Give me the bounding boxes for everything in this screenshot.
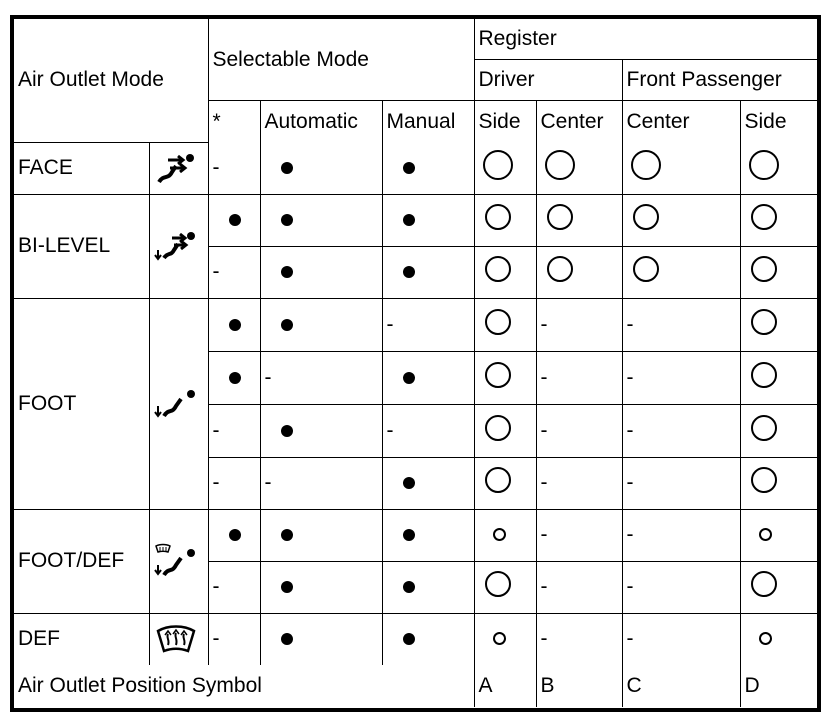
foot-vent-icon bbox=[154, 386, 198, 422]
mode-symbol bbox=[149, 613, 208, 665]
manual-mode-cell bbox=[382, 246, 474, 298]
driver-center-cell bbox=[536, 142, 622, 194]
small-airflow-circle-icon bbox=[493, 632, 506, 645]
driver-side-cell bbox=[474, 194, 536, 246]
table-row bbox=[14, 142, 817, 194]
selected-dot-icon bbox=[281, 633, 293, 645]
driver-center-cell: - bbox=[536, 509, 622, 561]
passenger-center-cell: - bbox=[622, 613, 740, 665]
passenger-center-cell bbox=[622, 142, 740, 194]
medium-airflow-circle-icon bbox=[485, 571, 511, 597]
selected-dot-icon bbox=[229, 214, 241, 226]
small-airflow-circle-icon bbox=[493, 528, 506, 541]
air-outlet-mode-table bbox=[14, 19, 817, 707]
manual-mode-cell bbox=[382, 509, 474, 561]
automatic-mode-cell bbox=[260, 298, 382, 351]
medium-airflow-circle-icon bbox=[751, 415, 777, 441]
manual-mode-cell bbox=[382, 561, 474, 613]
star-mode-cell: - bbox=[208, 561, 260, 613]
air-outlet-mode-header: Air Outlet Mode bbox=[14, 19, 208, 142]
passenger-center-cell: - bbox=[622, 298, 740, 351]
selectable-mode-header: Selectable Mode bbox=[208, 19, 474, 101]
large-airflow-circle-icon bbox=[749, 150, 779, 180]
passenger-side-cell bbox=[740, 457, 817, 509]
driver-side-cell bbox=[474, 246, 536, 298]
medium-airflow-circle-icon bbox=[547, 204, 573, 230]
selected-dot-icon bbox=[403, 529, 415, 541]
automatic-mode-cell bbox=[260, 613, 382, 665]
medium-airflow-circle-icon bbox=[485, 309, 511, 335]
passenger-side-cell bbox=[740, 561, 817, 613]
star-mode-cell bbox=[208, 298, 260, 351]
automatic-mode-cell bbox=[260, 561, 382, 613]
selected-dot-icon bbox=[281, 214, 293, 226]
small-airflow-circle-icon bbox=[759, 528, 772, 541]
medium-airflow-circle-icon bbox=[485, 362, 511, 388]
medium-airflow-circle-icon bbox=[485, 467, 511, 493]
manual-mode-cell bbox=[382, 613, 474, 665]
automatic-mode-cell: - bbox=[260, 457, 382, 509]
automatic-mode-cell: - bbox=[260, 351, 382, 404]
manual-mode-cell bbox=[382, 142, 474, 194]
driver-center-column-header: Center bbox=[536, 101, 622, 143]
selected-dot-icon bbox=[229, 372, 241, 384]
passenger-side-cell bbox=[740, 246, 817, 298]
passenger-center-cell bbox=[622, 246, 740, 298]
driver-side-cell bbox=[474, 613, 536, 665]
table-row bbox=[14, 298, 817, 351]
passenger-center-cell: - bbox=[622, 457, 740, 509]
manual-mode-cell bbox=[382, 351, 474, 404]
passenger-side-cell bbox=[740, 509, 817, 561]
selected-dot-icon bbox=[229, 529, 241, 541]
selected-dot-icon bbox=[281, 162, 293, 174]
passenger-side-cell bbox=[740, 404, 817, 457]
mode-name: FOOT bbox=[14, 298, 149, 509]
automatic-mode-cell bbox=[260, 142, 382, 194]
medium-airflow-circle-icon bbox=[485, 256, 511, 282]
medium-airflow-circle-icon bbox=[751, 309, 777, 335]
large-airflow-circle-icon bbox=[545, 150, 575, 180]
driver-side-cell bbox=[474, 142, 536, 194]
medium-airflow-circle-icon bbox=[633, 204, 659, 230]
automatic-mode-cell bbox=[260, 404, 382, 457]
manual-column-header: Manual bbox=[382, 101, 474, 143]
driver-header: Driver bbox=[474, 60, 622, 101]
selected-dot-icon bbox=[281, 319, 293, 331]
driver-side-column-header: Side bbox=[474, 101, 536, 143]
passenger-side-cell bbox=[740, 351, 817, 404]
selected-dot-icon bbox=[403, 633, 415, 645]
driver-center-cell: - bbox=[536, 613, 622, 665]
driver-center-cell bbox=[536, 194, 622, 246]
star-mode-cell: - bbox=[208, 457, 260, 509]
passenger-center-cell: - bbox=[622, 561, 740, 613]
medium-airflow-circle-icon bbox=[751, 467, 777, 493]
automatic-mode-cell bbox=[260, 194, 382, 246]
automatic-mode-cell bbox=[260, 246, 382, 298]
selected-dot-icon bbox=[403, 214, 415, 226]
table-row bbox=[14, 194, 817, 246]
medium-airflow-circle-icon bbox=[751, 571, 777, 597]
star-mode-cell bbox=[208, 351, 260, 404]
face-vent-icon bbox=[154, 150, 198, 186]
medium-airflow-circle-icon bbox=[751, 256, 777, 282]
selected-dot-icon bbox=[403, 372, 415, 384]
register-header: Register bbox=[474, 19, 817, 60]
driver-side-cell bbox=[474, 298, 536, 351]
star-mode-cell: - bbox=[208, 404, 260, 457]
small-airflow-circle-icon bbox=[759, 632, 772, 645]
position-symbol-c: C bbox=[622, 665, 740, 707]
mode-name: FOOT/DEF bbox=[14, 509, 149, 613]
star-mode-cell bbox=[208, 194, 260, 246]
front-passenger-header: Front Passenger bbox=[622, 60, 817, 101]
driver-side-cell bbox=[474, 404, 536, 457]
passenger-side-cell bbox=[740, 142, 817, 194]
selected-dot-icon bbox=[281, 581, 293, 593]
manual-mode-cell bbox=[382, 194, 474, 246]
star-mode-cell bbox=[208, 509, 260, 561]
mode-name: BI-LEVEL bbox=[14, 194, 149, 298]
mode-name: DEF bbox=[14, 613, 149, 665]
driver-center-cell: - bbox=[536, 457, 622, 509]
passenger-center-cell: - bbox=[622, 351, 740, 404]
bilevel-vent-icon bbox=[154, 228, 198, 264]
star-mode-cell: - bbox=[208, 142, 260, 194]
medium-airflow-circle-icon bbox=[751, 362, 777, 388]
medium-airflow-circle-icon bbox=[633, 256, 659, 282]
driver-center-cell: - bbox=[536, 298, 622, 351]
selected-dot-icon bbox=[403, 581, 415, 593]
selected-dot-icon bbox=[281, 425, 293, 437]
driver-center-cell: - bbox=[536, 404, 622, 457]
selected-dot-icon bbox=[403, 266, 415, 278]
star-mode-cell: - bbox=[208, 613, 260, 665]
selected-dot-icon bbox=[229, 319, 241, 331]
manual-mode-cell: - bbox=[382, 404, 474, 457]
passenger-side-cell bbox=[740, 613, 817, 665]
medium-airflow-circle-icon bbox=[547, 256, 573, 282]
selected-dot-icon bbox=[403, 477, 415, 489]
selected-dot-icon bbox=[281, 529, 293, 541]
mode-symbol bbox=[149, 509, 208, 613]
medium-airflow-circle-icon bbox=[485, 204, 511, 230]
defrost-icon bbox=[154, 621, 198, 657]
position-symbol-d: D bbox=[740, 665, 817, 707]
air-outlet-table-frame bbox=[10, 15, 821, 712]
passenger-center-cell: - bbox=[622, 509, 740, 561]
manual-mode-cell: - bbox=[382, 298, 474, 351]
selected-dot-icon bbox=[403, 162, 415, 174]
driver-side-cell bbox=[474, 351, 536, 404]
star-column-header: * bbox=[208, 101, 260, 143]
large-airflow-circle-icon bbox=[483, 150, 513, 180]
mode-symbol bbox=[149, 298, 208, 509]
star-mode-cell: - bbox=[208, 246, 260, 298]
medium-airflow-circle-icon bbox=[485, 415, 511, 441]
driver-side-cell bbox=[474, 561, 536, 613]
mode-name: FACE bbox=[14, 142, 149, 194]
mode-symbol bbox=[149, 194, 208, 298]
automatic-mode-cell bbox=[260, 509, 382, 561]
selected-dot-icon bbox=[281, 266, 293, 278]
manual-mode-cell bbox=[382, 457, 474, 509]
passenger-side-cell bbox=[740, 298, 817, 351]
driver-center-cell bbox=[536, 246, 622, 298]
driver-center-cell: - bbox=[536, 351, 622, 404]
passenger-center-cell bbox=[622, 194, 740, 246]
foot-def-vent-icon bbox=[154, 543, 198, 579]
driver-side-cell bbox=[474, 457, 536, 509]
driver-center-cell: - bbox=[536, 561, 622, 613]
position-symbol-a: A bbox=[474, 665, 536, 707]
position-symbol-b: B bbox=[536, 665, 622, 707]
table-row bbox=[14, 509, 817, 561]
passenger-center-cell: - bbox=[622, 404, 740, 457]
position-symbol-label: Air Outlet Position Symbol bbox=[14, 665, 474, 707]
automatic-column-header: Automatic bbox=[260, 101, 382, 143]
table-row bbox=[14, 613, 817, 665]
driver-side-cell bbox=[474, 509, 536, 561]
passenger-side-column-header: Side bbox=[740, 101, 817, 143]
large-airflow-circle-icon bbox=[631, 150, 661, 180]
mode-symbol bbox=[149, 142, 208, 194]
medium-airflow-circle-icon bbox=[751, 204, 777, 230]
passenger-side-cell bbox=[740, 194, 817, 246]
passenger-center-column-header: Center bbox=[622, 101, 740, 143]
